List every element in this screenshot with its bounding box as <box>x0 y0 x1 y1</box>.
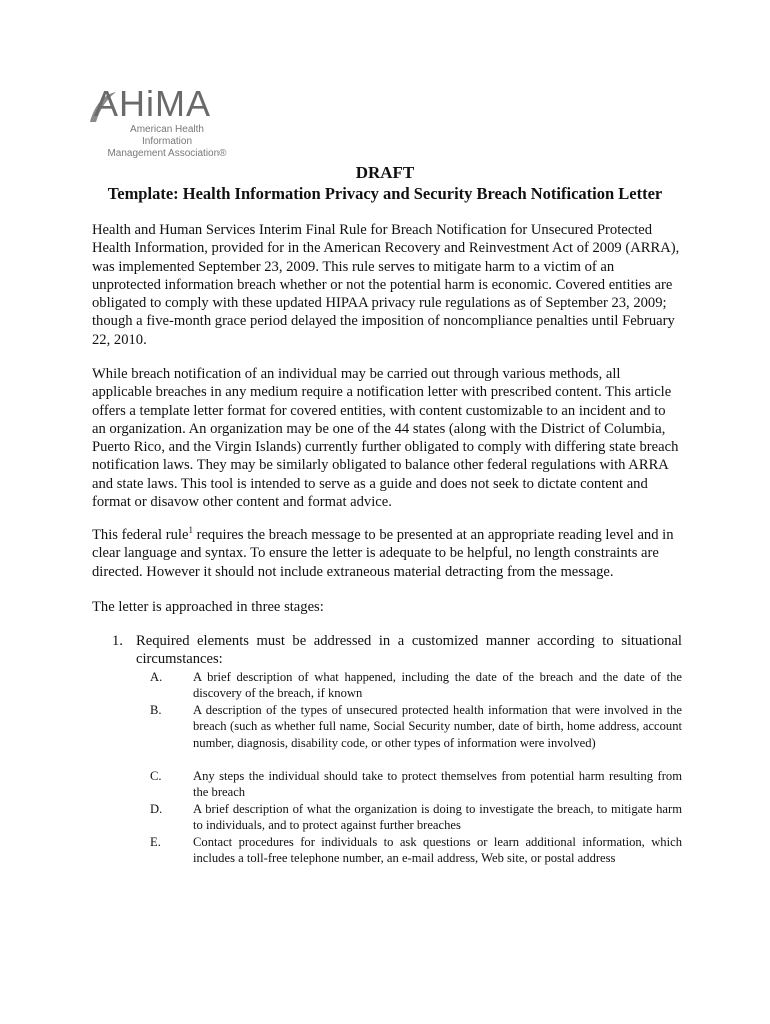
methods-paragraph: While breach notification of an individual may be carried out through various methods, all applicable breaches in any medium require a notification letter with prescribed content. This article offers a template letter format for covered entities, with content customizable to an incident and to an organization. An organization may be one of the 44 states (along with the District of Columbia, Puerto Rico, and the Virgin Islands) currently further obligated to comply with differing state breach notification laws. They may be similarly obligated to balance other federal regulations with ARRA and state laws. This tool is intended to serve as a guide and does not seek to dictate content and format or disavow other content and format advice. <box>92 366 679 511</box>
ahima-logo <box>88 83 238 159</box>
logo-subtitle <box>104 124 230 160</box>
intro-paragraph: Health and Human Services Interim Final Rule for Breach Notification for Unsecured Protected Health Information, provided for in the American Recovery and Reinvestment Act of 2009 (ARRA), was implemented September 23, 2009. This rule serves to mitigate harm to a victim of an unprotected information breach whether or not the potential harm is economic. Covered entities are obligated to comply with these updated HIPAA privacy rule regulations as of September 23, 2009; though a five-month grace period delayed the imposition of noncompliance penalties until February 22, 2010. <box>92 222 680 348</box>
draft-label: DRAFT <box>355 163 415 182</box>
sub-list-letter: D. <box>150 802 163 816</box>
logo-subtitle-line2: Management Association® <box>107 148 227 159</box>
footnote-marker: 1 <box>188 525 193 536</box>
sub-list-text: Contact procedures for individuals to ask questions or learn additional information, which includes a toll-free telephone number, an e-mail address, Web site, or postal address <box>193 835 682 866</box>
stages-paragraph: The letter is approached in three stages: <box>92 599 324 615</box>
logo-wordmark: AHiMA <box>94 83 212 124</box>
sub-list-text: A brief description of what happened, including the date of the breach and the date of the discovery of the breach, if known <box>193 670 682 701</box>
sub-list-text: Any steps the individual should take to protect themselves from potential harm resulting from the breach <box>193 769 682 800</box>
sub-list-text: A description of the types of unsecured protected health information that were involved in the breach (such as whether full name, Social Security number, date of birth, home address, account number, diagnosis, disability code, or other types of information were involved) <box>193 703 682 750</box>
sub-list-letter: B. <box>150 703 162 717</box>
list-item-number: 1. <box>112 633 123 649</box>
federal-rule-text-start: This federal rule <box>92 527 189 543</box>
list-item-text: Required elements must be addressed in a customized manner according to situational circumstances: <box>136 633 682 668</box>
sub-list-text: A brief description of what the organization is doing to investigate the breach, to mitigate harm to individuals, and to protect against further breaches <box>193 802 682 833</box>
logo-subtitle-line1: American Health Information <box>130 124 204 147</box>
page-title: Template: Health Information Privacy and Security Breach Notification Letter <box>107 184 663 203</box>
federal-rule-text-end: requires the breach message to be presented at an appropriate reading level and in clear language and syntax. To ensure the letter is adequate to be helpful, no length constraints are directed. However it should not include extraneous material detracting from the message. <box>92 527 674 580</box>
sub-list-letter: E. <box>150 835 161 849</box>
sub-list-letter: C. <box>150 769 162 783</box>
federal-rule-paragraph <box>92 526 682 581</box>
sub-list-letter: A. <box>150 670 163 684</box>
